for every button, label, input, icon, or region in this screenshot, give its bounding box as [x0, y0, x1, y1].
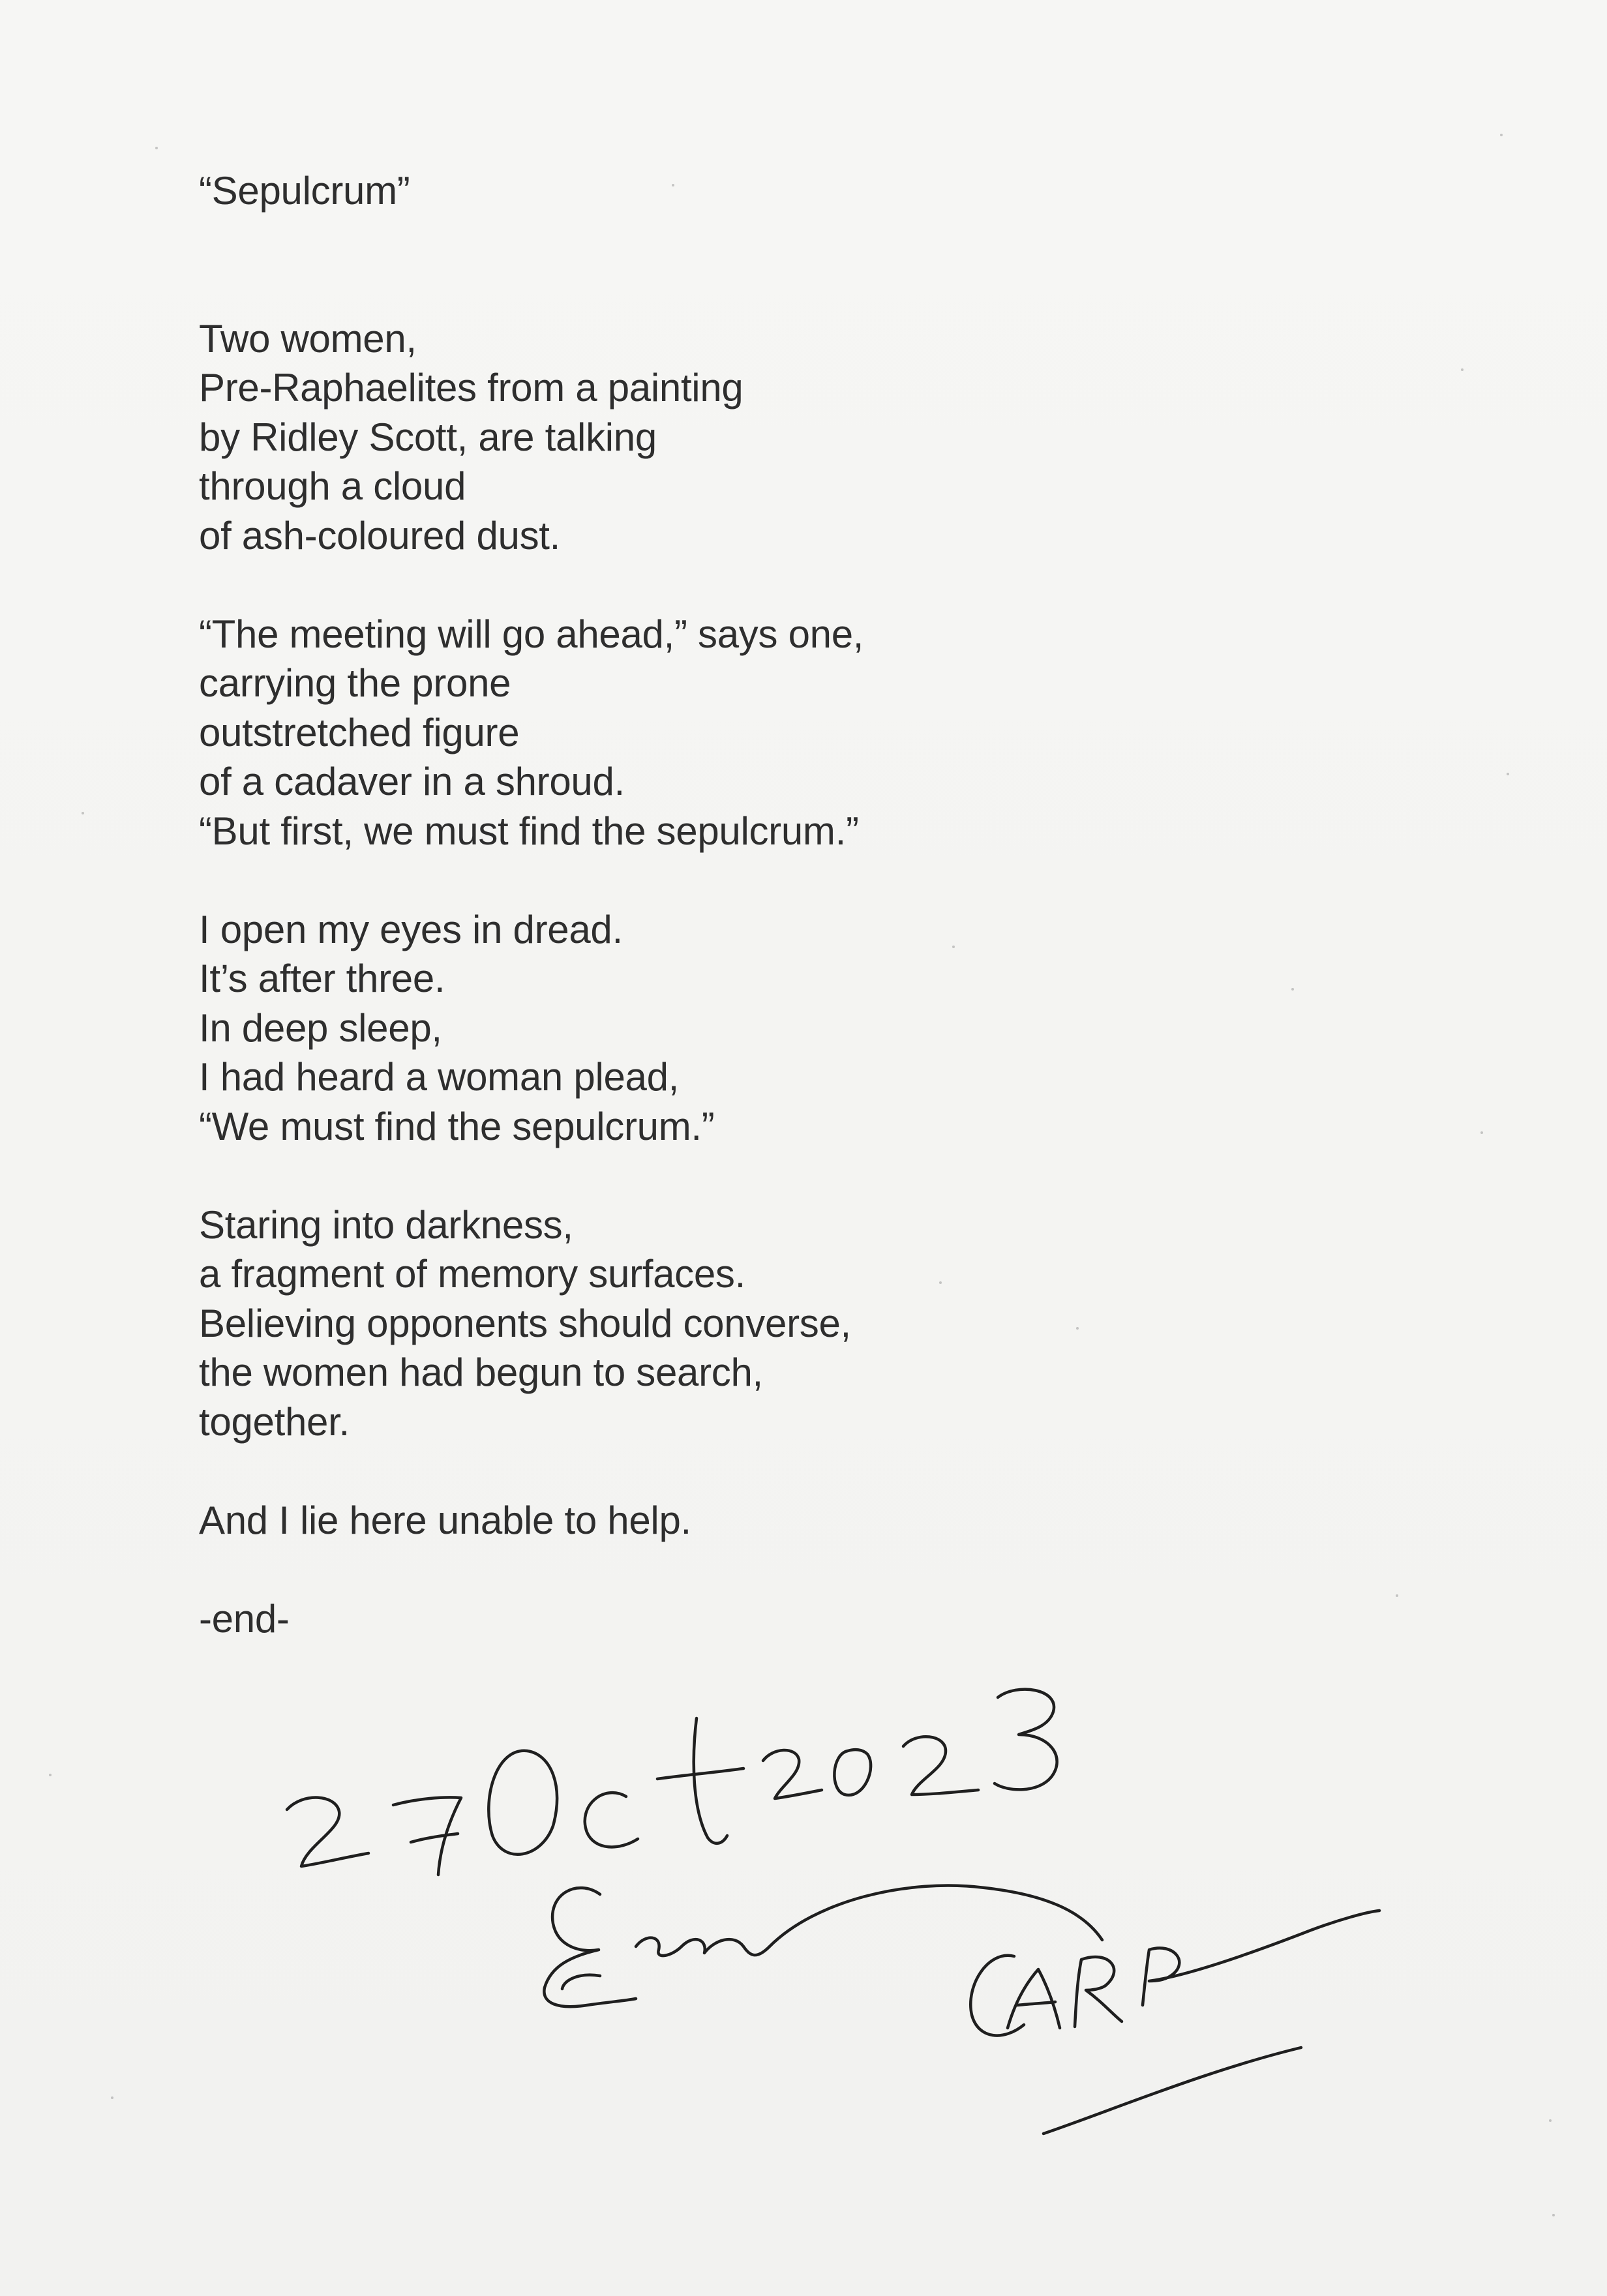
poem-line: “We must find the sepulcrum.”	[199, 1104, 715, 1148]
poem-line: carrying the prone	[199, 661, 511, 705]
poem-line: And I lie here unable to help.	[199, 1498, 691, 1542]
poem-line: Staring into darkness,	[199, 1202, 573, 1247]
end-marker: -end-	[199, 1596, 290, 1641]
poem-line: It’s after three.	[199, 957, 445, 1000]
poem-line: by Ridley Scott, are talking	[199, 415, 657, 459]
signature	[544, 1886, 1379, 2134]
poem-line: the women had begun to search,	[199, 1350, 763, 1394]
poem-line: of ash-coloured dust.	[199, 513, 561, 558]
handwritten-date	[287, 1690, 1057, 1875]
poem-line: of a cadaver in a shroud.	[199, 760, 625, 803]
poem-line: “But first, we must find the sepulcrum.”	[199, 809, 859, 853]
poem-line: Believing opponents should converse,	[199, 1301, 851, 1345]
poem-line: Pre-Raphaelites from a painting	[199, 366, 743, 410]
poem-line: In deep sleep,	[199, 1006, 442, 1050]
poem-line: I had heard a woman plead,	[199, 1055, 680, 1099]
poem-line: a fragment of memory surfaces.	[199, 1252, 745, 1296]
poem-line: “The meeting will go ahead,” says one,	[199, 612, 864, 656]
poem-line: together.	[199, 1399, 350, 1444]
poem-line: Two women,	[199, 316, 417, 361]
poem-title: “Sepulcrum”	[199, 169, 410, 213]
poem-line: I open my eyes in dread.	[199, 907, 623, 951]
poem-line: outstretched figure	[199, 710, 520, 754]
poem-line: through a cloud	[199, 464, 466, 508]
